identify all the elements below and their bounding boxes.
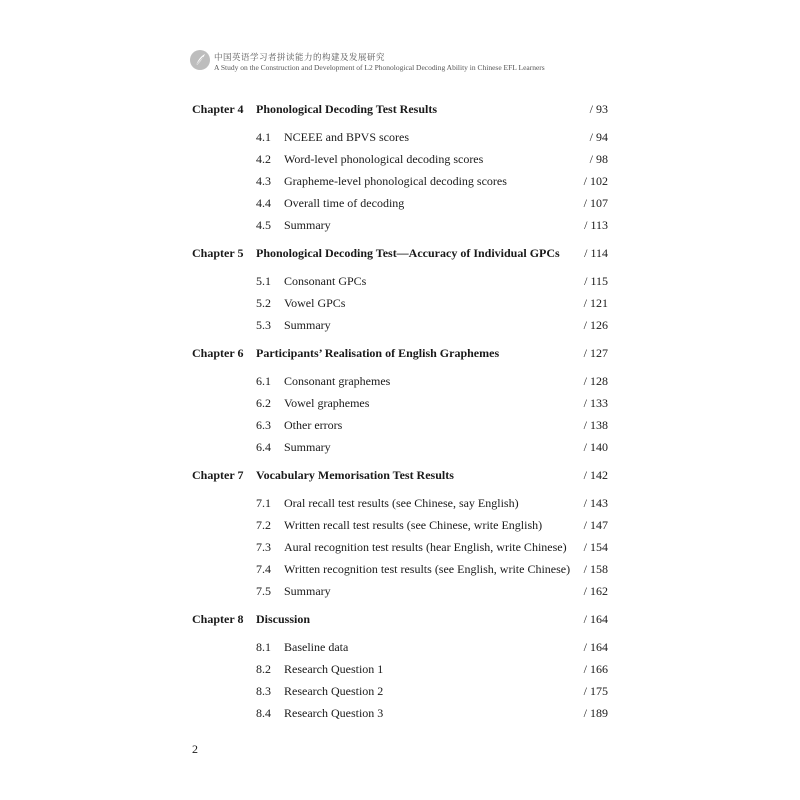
- header-title-english: A Study on the Construction and Development of L2 Phonological Decoding Ability in Chinese EFL Learners: [214, 63, 545, 72]
- section-number: 4.3: [256, 174, 271, 188]
- section-title: Vowel graphemes: [284, 396, 370, 410]
- page-reference: / 143: [583, 496, 608, 510]
- toc-chapter-row: [0, 610, 800, 628]
- toc-section-row: [0, 316, 800, 334]
- page-reference: / 113: [584, 218, 608, 232]
- toc-chapter-row: [0, 344, 800, 362]
- section-title: Summary: [284, 440, 331, 454]
- page-reference: / 175: [583, 684, 608, 698]
- section-number: 4.5: [256, 218, 271, 232]
- section-title: Written recall test results (see Chinese, write English): [284, 518, 543, 532]
- toc-section-row: [0, 516, 800, 534]
- section-title: Summary: [284, 318, 331, 332]
- page-reference: / 166: [583, 662, 608, 676]
- toc-section-row: [0, 194, 800, 212]
- section-number: 7.5: [256, 584, 271, 598]
- toc-section-row: [0, 216, 800, 234]
- section-number: 6.1: [256, 374, 271, 388]
- section-number: 4.1: [256, 130, 271, 144]
- toc-section-row: [0, 638, 800, 656]
- page-reference: / 142: [583, 468, 608, 482]
- section-title: Summary: [284, 218, 331, 232]
- chapter-title: Discussion: [256, 612, 311, 626]
- page-reference: / 154: [583, 540, 608, 554]
- page-reference: / 107: [583, 196, 608, 210]
- chapter-title: Phonological Decoding Test—Accuracy of Individual GPCs: [256, 246, 560, 260]
- page-reference: / 114: [584, 246, 608, 260]
- chapter-title: Phonological Decoding Test Results: [256, 102, 438, 116]
- toc-section-row: [0, 272, 800, 290]
- toc-section-row: [0, 416, 800, 434]
- page-reference: / 98: [589, 152, 608, 166]
- page-reference: / 127: [583, 346, 608, 360]
- toc-chapter-row: [0, 100, 800, 118]
- section-title: Baseline data: [284, 640, 349, 654]
- toc-chapter-row: [0, 466, 800, 484]
- chapter-label: Chapter 6: [192, 346, 244, 360]
- page-reference: / 162: [583, 584, 608, 598]
- section-title: NCEEE and BPVS scores: [284, 130, 409, 144]
- section-number: 8.1: [256, 640, 271, 654]
- section-title: Research Question 1: [284, 662, 384, 676]
- toc-section-row: [0, 494, 800, 512]
- page-reference: / 147: [583, 518, 608, 532]
- toc-section-row: [0, 172, 800, 190]
- section-number: 7.4: [256, 562, 271, 576]
- section-number: 8.4: [256, 706, 271, 720]
- section-number: 5.3: [256, 318, 271, 332]
- section-title: Oral recall test results (see Chinese, say English): [284, 496, 519, 510]
- section-title: Research Question 3: [284, 706, 384, 720]
- section-number: 4.2: [256, 152, 271, 166]
- section-title: Grapheme-level phonological decoding scores: [284, 174, 507, 188]
- section-number: 8.3: [256, 684, 271, 698]
- toc-section-row: [0, 682, 800, 700]
- toc-section-row: [0, 128, 800, 146]
- page-reference: / 164: [583, 612, 608, 626]
- section-title: Word-level phonological decoding scores: [284, 152, 484, 166]
- section-number: 4.4: [256, 196, 271, 210]
- page-reference: / 102: [583, 174, 608, 188]
- toc-section-row: [0, 560, 800, 578]
- section-number: 6.4: [256, 440, 271, 454]
- section-number: 7.2: [256, 518, 271, 532]
- section-title: Summary: [284, 584, 331, 598]
- section-number: 6.2: [256, 396, 271, 410]
- section-title: Other errors: [284, 418, 343, 432]
- section-title: Written recognition test results (see English, write Chinese): [284, 562, 571, 576]
- section-title: Overall time of decoding: [284, 196, 405, 210]
- page-reference: / 158: [583, 562, 608, 576]
- section-number: 6.3: [256, 418, 271, 432]
- page-reference: / 164: [583, 640, 608, 654]
- toc-section-row: [0, 660, 800, 678]
- section-number: 8.2: [256, 662, 271, 676]
- chapter-label: Chapter 4: [192, 102, 244, 116]
- section-title: Research Question 2: [284, 684, 384, 698]
- page-reference: / 189: [583, 706, 608, 720]
- chapter-label: Chapter 8: [192, 612, 244, 626]
- section-title: Consonant GPCs: [284, 274, 367, 288]
- section-number: 7.3: [256, 540, 271, 554]
- section-number: 7.1: [256, 496, 271, 510]
- page-reference: / 121: [583, 296, 608, 310]
- toc-section-row: [0, 372, 800, 390]
- section-title: Vowel GPCs: [284, 296, 346, 310]
- page-reference: / 128: [583, 374, 608, 388]
- chapter-label: Chapter 7: [192, 468, 244, 482]
- section-title: Consonant graphemes: [284, 374, 391, 388]
- toc-section-row: [0, 538, 800, 556]
- toc-section-row: [0, 438, 800, 456]
- section-title: Aural recognition test results (hear English, write Chinese): [284, 540, 567, 554]
- page-reference: / 126: [583, 318, 608, 332]
- toc-section-row: [0, 394, 800, 412]
- chapter-title: Participants’ Realisation of English Graphemes: [256, 346, 500, 360]
- toc-section-row: [0, 150, 800, 168]
- header-title-chinese: 中国英语学习者拼读能力的构建及发展研究: [214, 52, 386, 62]
- section-number: 5.1: [256, 274, 271, 288]
- page-reference: / 93: [589, 102, 608, 116]
- page-reference: / 140: [583, 440, 608, 454]
- toc-section-row: [0, 704, 800, 722]
- section-number: 5.2: [256, 296, 271, 310]
- page-reference: / 138: [583, 418, 608, 432]
- page-number: 2: [192, 742, 198, 756]
- toc-chapter-row: [0, 244, 800, 262]
- page-reference: / 115: [584, 274, 608, 288]
- chapter-label: Chapter 5: [192, 246, 244, 260]
- page-reference: / 133: [583, 396, 608, 410]
- toc-section-row: [0, 582, 800, 600]
- toc-section-row: [0, 294, 800, 312]
- chapter-title: Vocabulary Memorisation Test Results: [256, 468, 454, 482]
- page-reference: / 94: [589, 130, 608, 144]
